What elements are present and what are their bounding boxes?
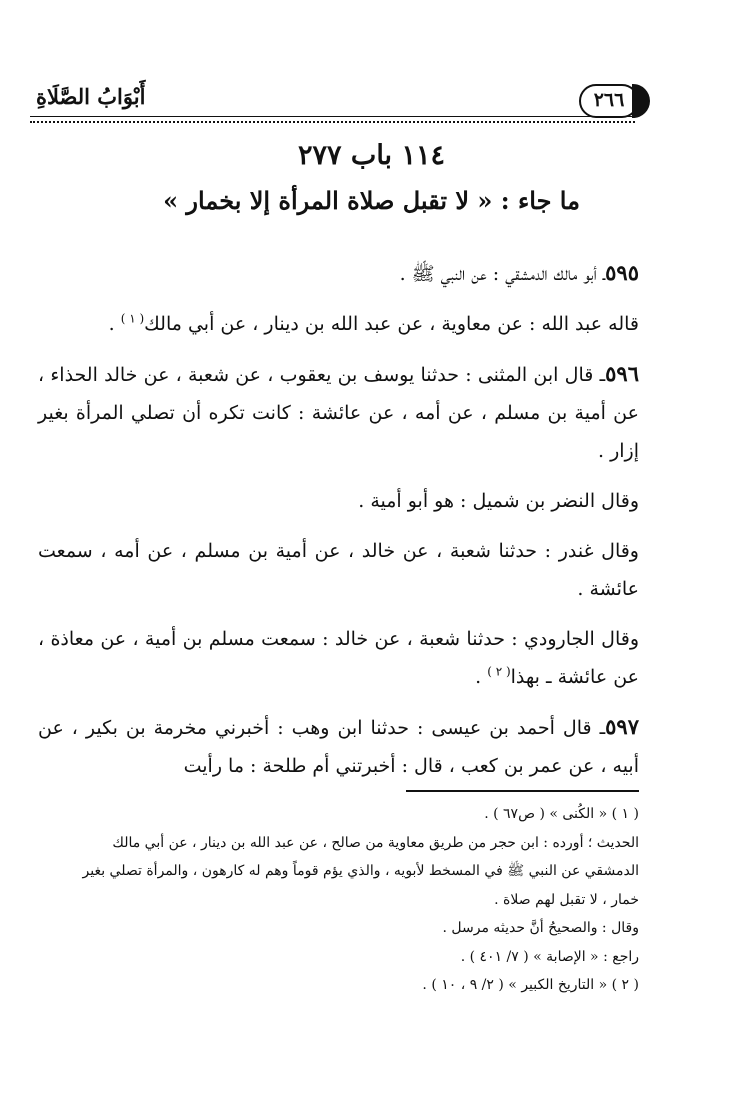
footnote-line: الحديث ؛ أورده : ابن حجر من طريق معاوية من صالح ، عن عبد الله بن دينار ، عن أبي مالك — [112, 834, 639, 851]
hadith-text: ـ أبو مالك الدمشقي : عن النبي ﷺ . — [399, 263, 606, 285]
footnote-line: الدمشقي عن النبي ﷺ في المسخط لأبويه ، والذي يؤم قوماً وهم له كارهون ، والمرأة تصلي بغير — [82, 863, 639, 879]
hadith-text: ـ قال أحمد بن عيسى : حدثنا ابن وهب : أخبرني مخرمة بن بكير ، عن أبيه ، عن عمر بن كعب ، قال : أخبرتني أم طلحة : ما رأيت — [38, 717, 639, 777]
footnote-line: وقال : والصحيحُ أنَّ حديثه مرسل . — [442, 920, 639, 936]
main-text — [38, 254, 639, 797]
footnote-line: راجع : « الإصابة » ( ٧/ ٤٠١ ) . — [460, 948, 639, 965]
chapter-title: ١١٤ باب ٢٧٧ — [298, 140, 445, 171]
hadith-595 — [38, 254, 639, 293]
footnote-ref-2[interactable]: ( ٢ ) — [487, 664, 511, 679]
footnote-divider — [406, 790, 639, 792]
footnote-line: ( ١ ) « الكُنى » ( ص٦٧ ) . — [484, 806, 639, 822]
hadith-596 — [38, 355, 639, 470]
running-head: أَبْوَابُ الصَّلَاةِ — [36, 84, 146, 109]
paragraph-abdullah — [38, 305, 639, 343]
footnote-line: ( ٢ ) « التاريخ الكبير » ( ٢/ ٩ ، ١٠ ) . — [422, 977, 639, 993]
hadith-number: ٥٩٦ — [605, 361, 639, 386]
footnote-ref-1[interactable]: ( ١ ) — [120, 311, 145, 326]
page-number-frame — [579, 84, 639, 118]
footnote-line: خمار ، لا تقبل لهم صلاة . — [494, 891, 639, 908]
paragraph-nadr — [38, 482, 639, 520]
footnotes — [38, 800, 639, 1000]
paragraph-text: قاله عبد الله : عن معاوية ، عن عبد الله بن دينار ، عن أبي مالك — [144, 313, 639, 335]
hadith-number: ٥٩٧ — [605, 714, 639, 739]
header-rule — [30, 116, 635, 123]
paragraph-text: وقال غندر : حدثنا شعبة ، عن خالد ، عن أمية بن مسلم ، عن أمه ، سمعت عائشة . — [38, 540, 639, 600]
hadith-text: ـ قال ابن المثنى : حدثنا يوسف بن يعقوب ، عن شعبة ، عن خالد الحذاء ، عن أمية بن مسلم ، عن أمه ، عن عائشة : كانت تكره أن تصلي المرأة بغير إزار . — [38, 364, 639, 462]
chapter-subtitle: ما جاء : « لا تقبل صلاة المرأة إلا بخمار » — [163, 186, 580, 215]
paragraph-text: وقال النضر بن شميل : هو أبو أمية . — [358, 490, 639, 512]
paragraph-text: وقال الجارودي : حدثنا شعبة ، عن خالد : سمعت مسلم بن أمية ، عن معاذة ، عن عائشة ـ بهذا — [38, 628, 639, 688]
paragraph-tail: . — [108, 313, 121, 335]
page-number: ٢٦٦ — [593, 89, 625, 111]
paragraph-ghundar — [38, 532, 639, 608]
paragraph-tail: . — [475, 666, 488, 688]
hadith-number: ٥٩٥ — [605, 260, 639, 285]
paragraph-jarudi — [38, 620, 639, 696]
hadith-597 — [38, 708, 639, 785]
